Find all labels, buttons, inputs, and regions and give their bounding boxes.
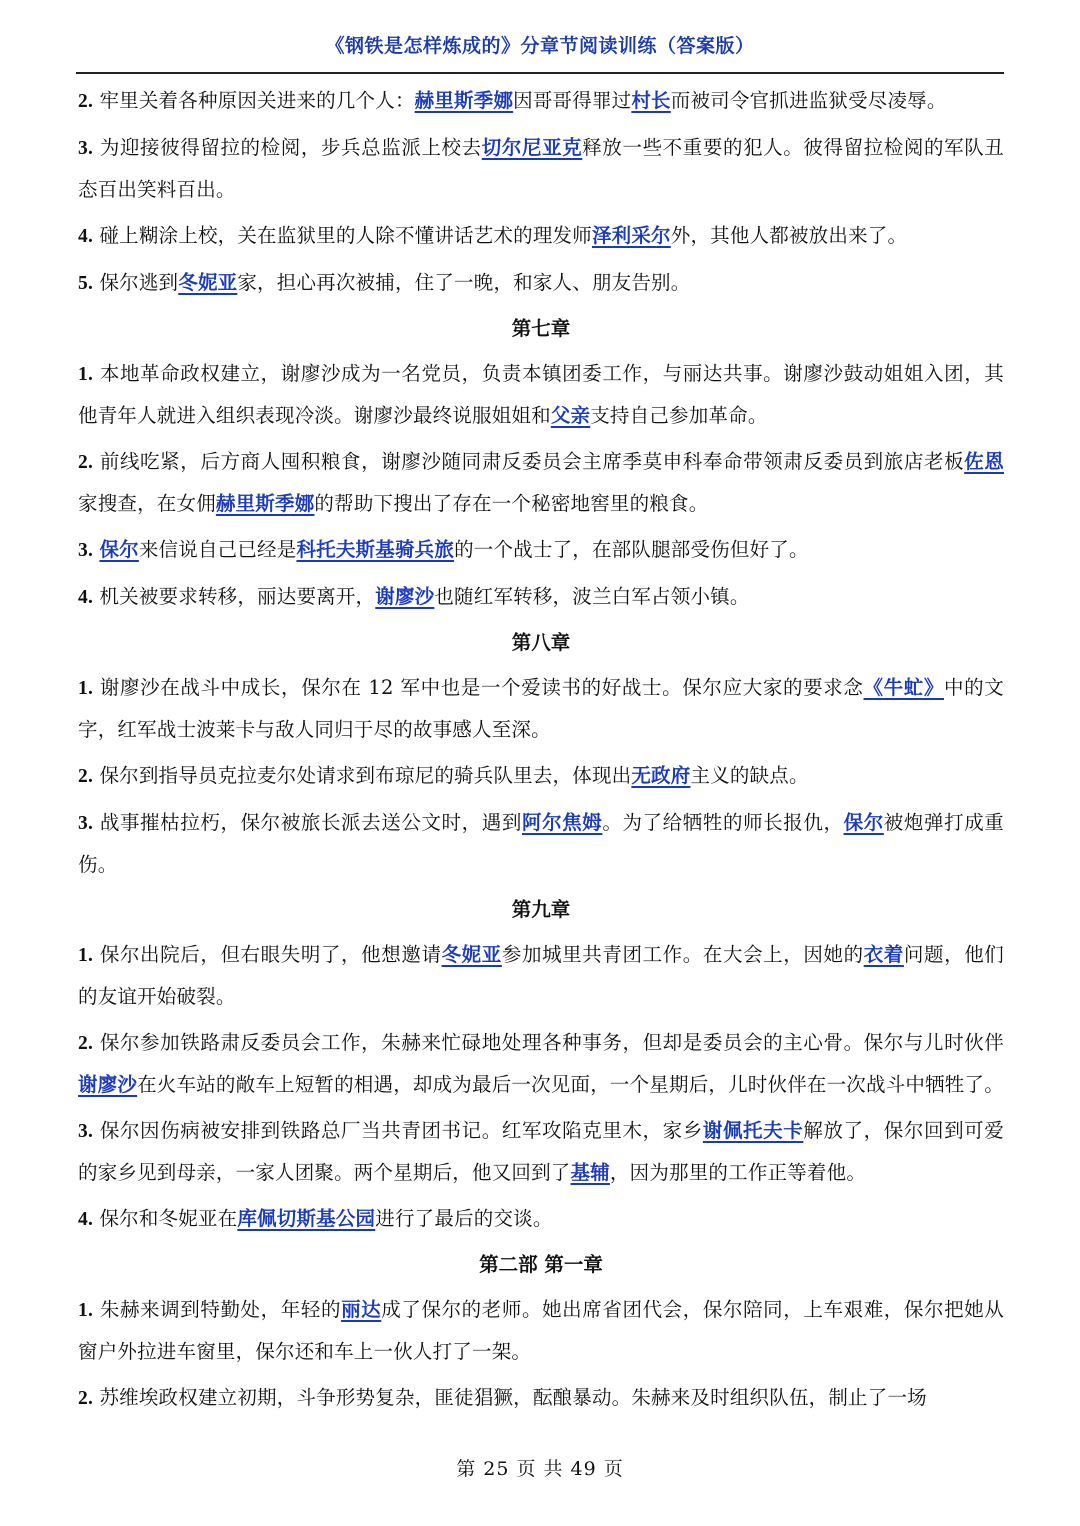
question-item: [78, 529, 1004, 571]
item-number: 2.: [78, 1388, 94, 1409]
document-title: 《钢铁是怎样炼成的》分章节阅读训练（答案版）: [325, 35, 755, 57]
item-number: 3.: [78, 138, 94, 159]
page-header: [76, 30, 1004, 74]
body-text: 机关被要求转移，丽达要离开，: [99, 585, 376, 608]
answer-text: 保尔: [843, 811, 884, 834]
body-text: 前线吃紧，后方商人囤积粮食，谢廖沙随同肃反委员会主席季莫申科奉命带领肃反委员到旅店老板: [99, 450, 965, 473]
body-text: 在火车站的敞车上短暂的相遇，却成为最后一次见面，一个星期后，儿时伙伴在一次战斗中牺牲了。: [137, 1073, 1004, 1096]
item-number: 1.: [78, 364, 94, 385]
item-number: 3.: [78, 540, 94, 561]
answer-text: 泽利采尔: [591, 224, 671, 247]
body-text: 保尔逃到: [99, 271, 179, 294]
question-item: [78, 1110, 1004, 1193]
body-text: 主义的缺点。: [690, 764, 809, 787]
answer-text: 《牛虻》: [863, 676, 945, 699]
body-text: 家搜查，在女佣: [78, 492, 216, 515]
body-text: 的一个战士了，在部队腿部受伤但好了。: [454, 538, 809, 561]
body-text: 苏维埃政权建立初期，斗争形势复杂，匪徒猖獗，酝酿暴动。朱赫来及时组织队伍，制止了一场: [99, 1386, 927, 1409]
body-text: 进行了最后的交谈。: [375, 1207, 553, 1230]
item-number: 2.: [78, 766, 94, 787]
body-text: 保尔因伤病被安排到铁路总厂当共青团书记。红军攻陷克里木，家乡: [99, 1119, 703, 1142]
answer-text: 谢佩托夫卡: [702, 1119, 804, 1142]
question-item: [78, 262, 1004, 304]
item-number: 3.: [78, 1121, 94, 1142]
answer-text: 切尔尼亚克: [481, 136, 583, 159]
item-number: 3.: [78, 813, 94, 834]
answer-text: 科托夫斯基骑兵旅: [296, 538, 455, 561]
question-item: [78, 1198, 1004, 1240]
body-text: 的帮助下搜出了存在一个秘密地窖里的粮食。: [314, 492, 709, 515]
body-text: 。为了给牺牲的师长报仇，: [602, 811, 844, 834]
body-text: 释放一些不重要的犯人。彼得留拉检阅的军队丑态百出笑料百出。: [78, 136, 1004, 201]
question-item: [78, 127, 1004, 210]
body-text: 为迎接彼得留拉的检阅，步兵总监派上校去: [99, 136, 482, 159]
question-item: [78, 576, 1004, 618]
body-text: 保尔到指导员克拉麦尔处请求到布琼尼的骑兵队里去，体现出: [99, 764, 632, 787]
answer-text: 库佩切斯基公园: [237, 1207, 376, 1230]
body-text: 碰上糊涂上校，关在监狱里的人除不懂讲话艺术的理发师: [99, 224, 592, 247]
body-text: 而被司令官抓进监狱受尽凌辱。: [670, 89, 947, 112]
answer-text: 阿尔焦姆: [521, 811, 603, 834]
item-number: 1.: [78, 945, 94, 966]
answer-text: 冬妮亚: [178, 271, 238, 294]
question-item: [78, 1377, 1004, 1419]
answer-text: 无政府: [631, 764, 691, 787]
body-text: 中的文字，红军战士波莱卡与敌人同归于尽的故事感人至深。: [78, 676, 1004, 741]
body-text: 被炮弹打成重伤。: [78, 811, 1005, 876]
body-text: 战事摧枯拉朽，保尔被旅长派去送公文时，遇到: [99, 811, 522, 834]
body-text: 也随红军转移，波兰白军占领小镇。: [434, 585, 750, 608]
answer-text: 衣着: [863, 943, 904, 966]
body-text: 朱赫来调到特勤处，年轻的: [99, 1298, 342, 1321]
body-text: 因哥哥得罪过: [513, 89, 632, 112]
body-text: 家，担心再次被捕，住了一晚，和家人、朋友告别。: [237, 271, 691, 294]
item-number: 1.: [78, 678, 94, 699]
answer-text: 谢廖沙: [375, 585, 435, 608]
item-number: 4.: [78, 1209, 94, 1230]
body-text: 支持自己参加革命。: [590, 404, 768, 427]
question-item: [78, 755, 1004, 797]
answer-text: 赫里斯季娜: [414, 89, 514, 112]
answer-text: 冬妮亚: [441, 943, 502, 966]
item-number: 4.: [78, 587, 94, 608]
answer-text: 赫里斯季娜: [215, 492, 315, 515]
answer-text: 佐恩: [964, 450, 1005, 473]
body-text: 本地革命政权建立，谢廖沙成为一名党员，负责本镇团委工作，与丽达共事。谢廖沙鼓动姐姐入团，其他青年人就进入组织表现冷淡。谢廖沙最终说服姐姐和: [78, 362, 1004, 427]
question-item: [78, 215, 1004, 257]
item-number: 2.: [78, 452, 94, 473]
question-item: [78, 802, 1004, 885]
body-text: 成了保尔的老师。她出席省团代会，保尔陪同，上车艰难，保尔把她从窗户外拉进车窗里，保尔还和车上一伙人打了一架。: [78, 1298, 1004, 1363]
body-text: 外，其他人都被放出来了。: [670, 224, 908, 247]
body-text: 问题，他们的友谊开始破裂。: [78, 943, 1004, 1008]
answer-text: 父亲: [550, 404, 591, 427]
chapter-heading: 第九章: [511, 898, 571, 921]
item-number: 5.: [78, 273, 94, 294]
item-number: 2.: [78, 91, 94, 112]
answer-text: 丽达: [341, 1298, 382, 1321]
chapter-heading: 第八章: [511, 631, 571, 654]
body-text: 解放了，保尔回到可爱的家乡见到母亲，一家人团聚。两个星期后，他又回到了: [78, 1119, 1004, 1184]
body-text: 谢廖沙在战斗中成长，保尔在 12 军中也是一个爱读书的好战士。保尔应大家的要求念: [99, 676, 864, 699]
item-number: 4.: [78, 226, 94, 247]
body-text: 来信说自己已经是: [138, 538, 297, 561]
answer-text: 谢廖沙: [78, 1073, 138, 1096]
item-number: 1.: [78, 1300, 94, 1321]
question-item: [78, 80, 1004, 122]
question-item: [78, 1289, 1004, 1372]
chapter-heading: 第七章: [511, 317, 571, 340]
item-number: 2.: [78, 1033, 94, 1054]
question-item: [78, 667, 1004, 750]
page-number: 第 25 页 共 49 页: [456, 1458, 624, 1480]
document-body: [78, 80, 1004, 1424]
body-text: 保尔出院后，但右眼失明了，他想邀请: [99, 943, 442, 966]
body-text: 保尔和冬妮亚在: [99, 1207, 238, 1230]
answer-text: 村长: [631, 89, 671, 112]
body-text: 保尔参加铁路肃反委员会工作，朱赫来忙碌地处理各种事务，但却是委员会的主心骨。保尔与儿时伙伴: [99, 1031, 1004, 1054]
chapter-heading: 第二部 第一章: [479, 1253, 603, 1276]
body-text: 牢里关着各种原因关进来的几个人：: [99, 89, 415, 112]
body-text: 参加城里共青团工作。在大会上，因她的: [501, 943, 864, 966]
body-text: ，因为那里的工作正等着他。: [609, 1161, 867, 1184]
question-item: [78, 441, 1004, 524]
answer-text: 保尔: [99, 538, 139, 561]
question-item: [78, 1022, 1004, 1105]
answer-text: 基辅: [570, 1161, 610, 1184]
question-item: [78, 934, 1004, 1017]
question-item: [78, 353, 1004, 436]
